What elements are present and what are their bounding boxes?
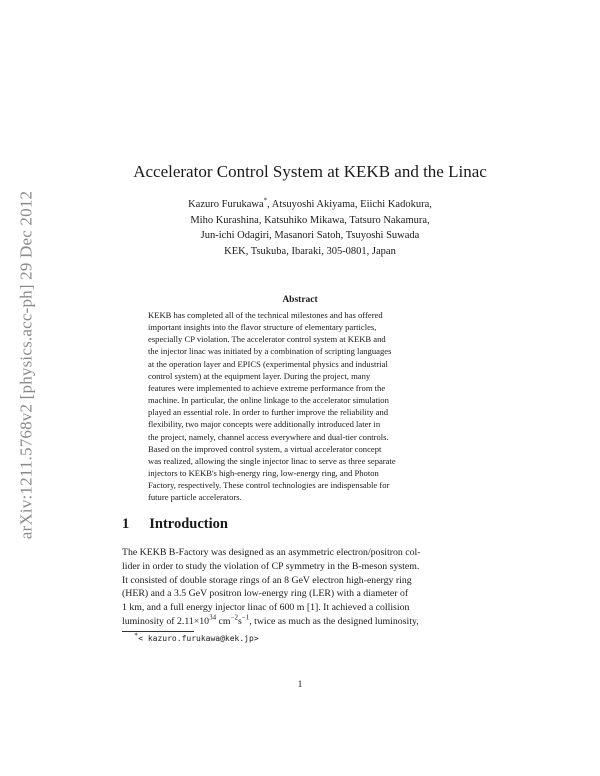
footnote bbox=[134, 631, 259, 643]
abstract-line: was realized, allowing the single injector linac to serve as three separate bbox=[148, 455, 396, 466]
section-heading-introduction bbox=[122, 516, 228, 533]
section-number: 1 bbox=[122, 516, 130, 532]
abstract-line: Factory, respectively. These control technologies are indispensable for bbox=[148, 480, 390, 491]
affiliation: KEK, Tsukuba, Ibaraki, 305-0801, Japan bbox=[224, 245, 396, 257]
unit-s-exponent: −1 bbox=[241, 613, 250, 622]
paper-title: Accelerator Control System at KEKB and the Linac bbox=[133, 162, 487, 181]
abstract-line: the injector linac was initiated by a combination of scripting languages bbox=[148, 346, 392, 357]
unit-s: s bbox=[237, 615, 242, 627]
footnote-mark: * bbox=[134, 631, 139, 640]
abstract-line: KEKB has completed all of the technical milestones and has offered bbox=[148, 310, 383, 320]
introduction-body bbox=[122, 546, 482, 629]
unit-cm-exponent: −2 bbox=[230, 613, 238, 622]
body-line: The KEKB B-Factory was designed as an asymmetric electron/positron col- bbox=[122, 547, 421, 558]
body-line: It consisted of double storage rings of an 8 GeV electron high-energy ring bbox=[122, 574, 412, 586]
author-line-1-rest: , Atsuyoshi Akiyama, Eiichi Kadokura, bbox=[267, 199, 432, 210]
footnote-rule bbox=[122, 631, 194, 632]
page-number: 1 bbox=[297, 680, 303, 690]
abstract-line: control system) at the equipment layer. During the project, many bbox=[148, 370, 371, 381]
abstract-line: flexibility, two major concepts were additionally introduced later in bbox=[148, 419, 381, 430]
abstract-line: injectors to KEKB's high-energy ring, low-energy ring, and Photon bbox=[148, 468, 379, 479]
luminosity-exponent: 34 bbox=[209, 613, 217, 622]
abstract-line: at the operation layer and EPICS (experimental physics and industrial bbox=[148, 358, 388, 369]
author-line-2: Miho Kurashina, Katsuhiko Mikawa, Tatsuro Nakamura, bbox=[190, 214, 430, 226]
author-block bbox=[150, 197, 470, 259]
abstract-line: machine. In particular, the online linkage to the accelerator simulation bbox=[148, 395, 389, 406]
body-line: lider in order to study the violation of CP symmetry in the B-meson system. bbox=[122, 560, 420, 572]
abstract-line: especially CP violation. The accelerator control system at KEKB and bbox=[148, 334, 386, 345]
luminosity-prefix: luminosity of 2.11×10 bbox=[122, 615, 210, 627]
abstract-line: the project, namely, channel access everywhere and dual-tier controls. bbox=[148, 431, 389, 442]
author-line-3: Jun-ichi Odagiri, Masanori Satoh, Tsuyoshi Suwada bbox=[200, 230, 420, 241]
abstract-body bbox=[148, 309, 454, 504]
abstract-line: played an essential role. In order to further improve the reliability and bbox=[148, 407, 389, 418]
section-title: Introduction bbox=[149, 516, 228, 532]
arxiv-identifier-stamp bbox=[4, 155, 48, 575]
author-footnote-mark: * bbox=[263, 196, 268, 205]
luminosity-suffix: , twice as much as the designed luminosity, bbox=[249, 615, 419, 627]
author-first: Kazuro Furukawa bbox=[188, 199, 264, 210]
footnote-email[interactable]: < kazuro.furukawa@kek.jp> bbox=[138, 634, 259, 643]
author-line-1 bbox=[150, 197, 470, 213]
body-line: (HER) and a 3.5 GeV positron low-energy ring (LER) with a diameter of bbox=[122, 588, 409, 600]
unit-cm: cm bbox=[216, 615, 231, 627]
abstract-heading: Abstract bbox=[282, 295, 318, 305]
abstract-line: important insights into the flavor structure of elementary particles, bbox=[148, 322, 377, 333]
arxiv-identifier-text: arXiv:1211.5768v2 [physics.acc-ph] 29 Dec 2012 bbox=[16, 190, 35, 540]
abstract-line: Based on the improved control system, a virtual accelerator concept bbox=[148, 443, 382, 454]
body-line-luminosity bbox=[122, 615, 482, 629]
abstract-line: features were implemented to achieve extreme performance from the bbox=[148, 382, 386, 393]
body-line: 1 km, and a full energy injector linac of 600 m [1]. It achieved a collision bbox=[122, 602, 410, 613]
abstract-line: future particle accelerators. bbox=[148, 492, 242, 503]
